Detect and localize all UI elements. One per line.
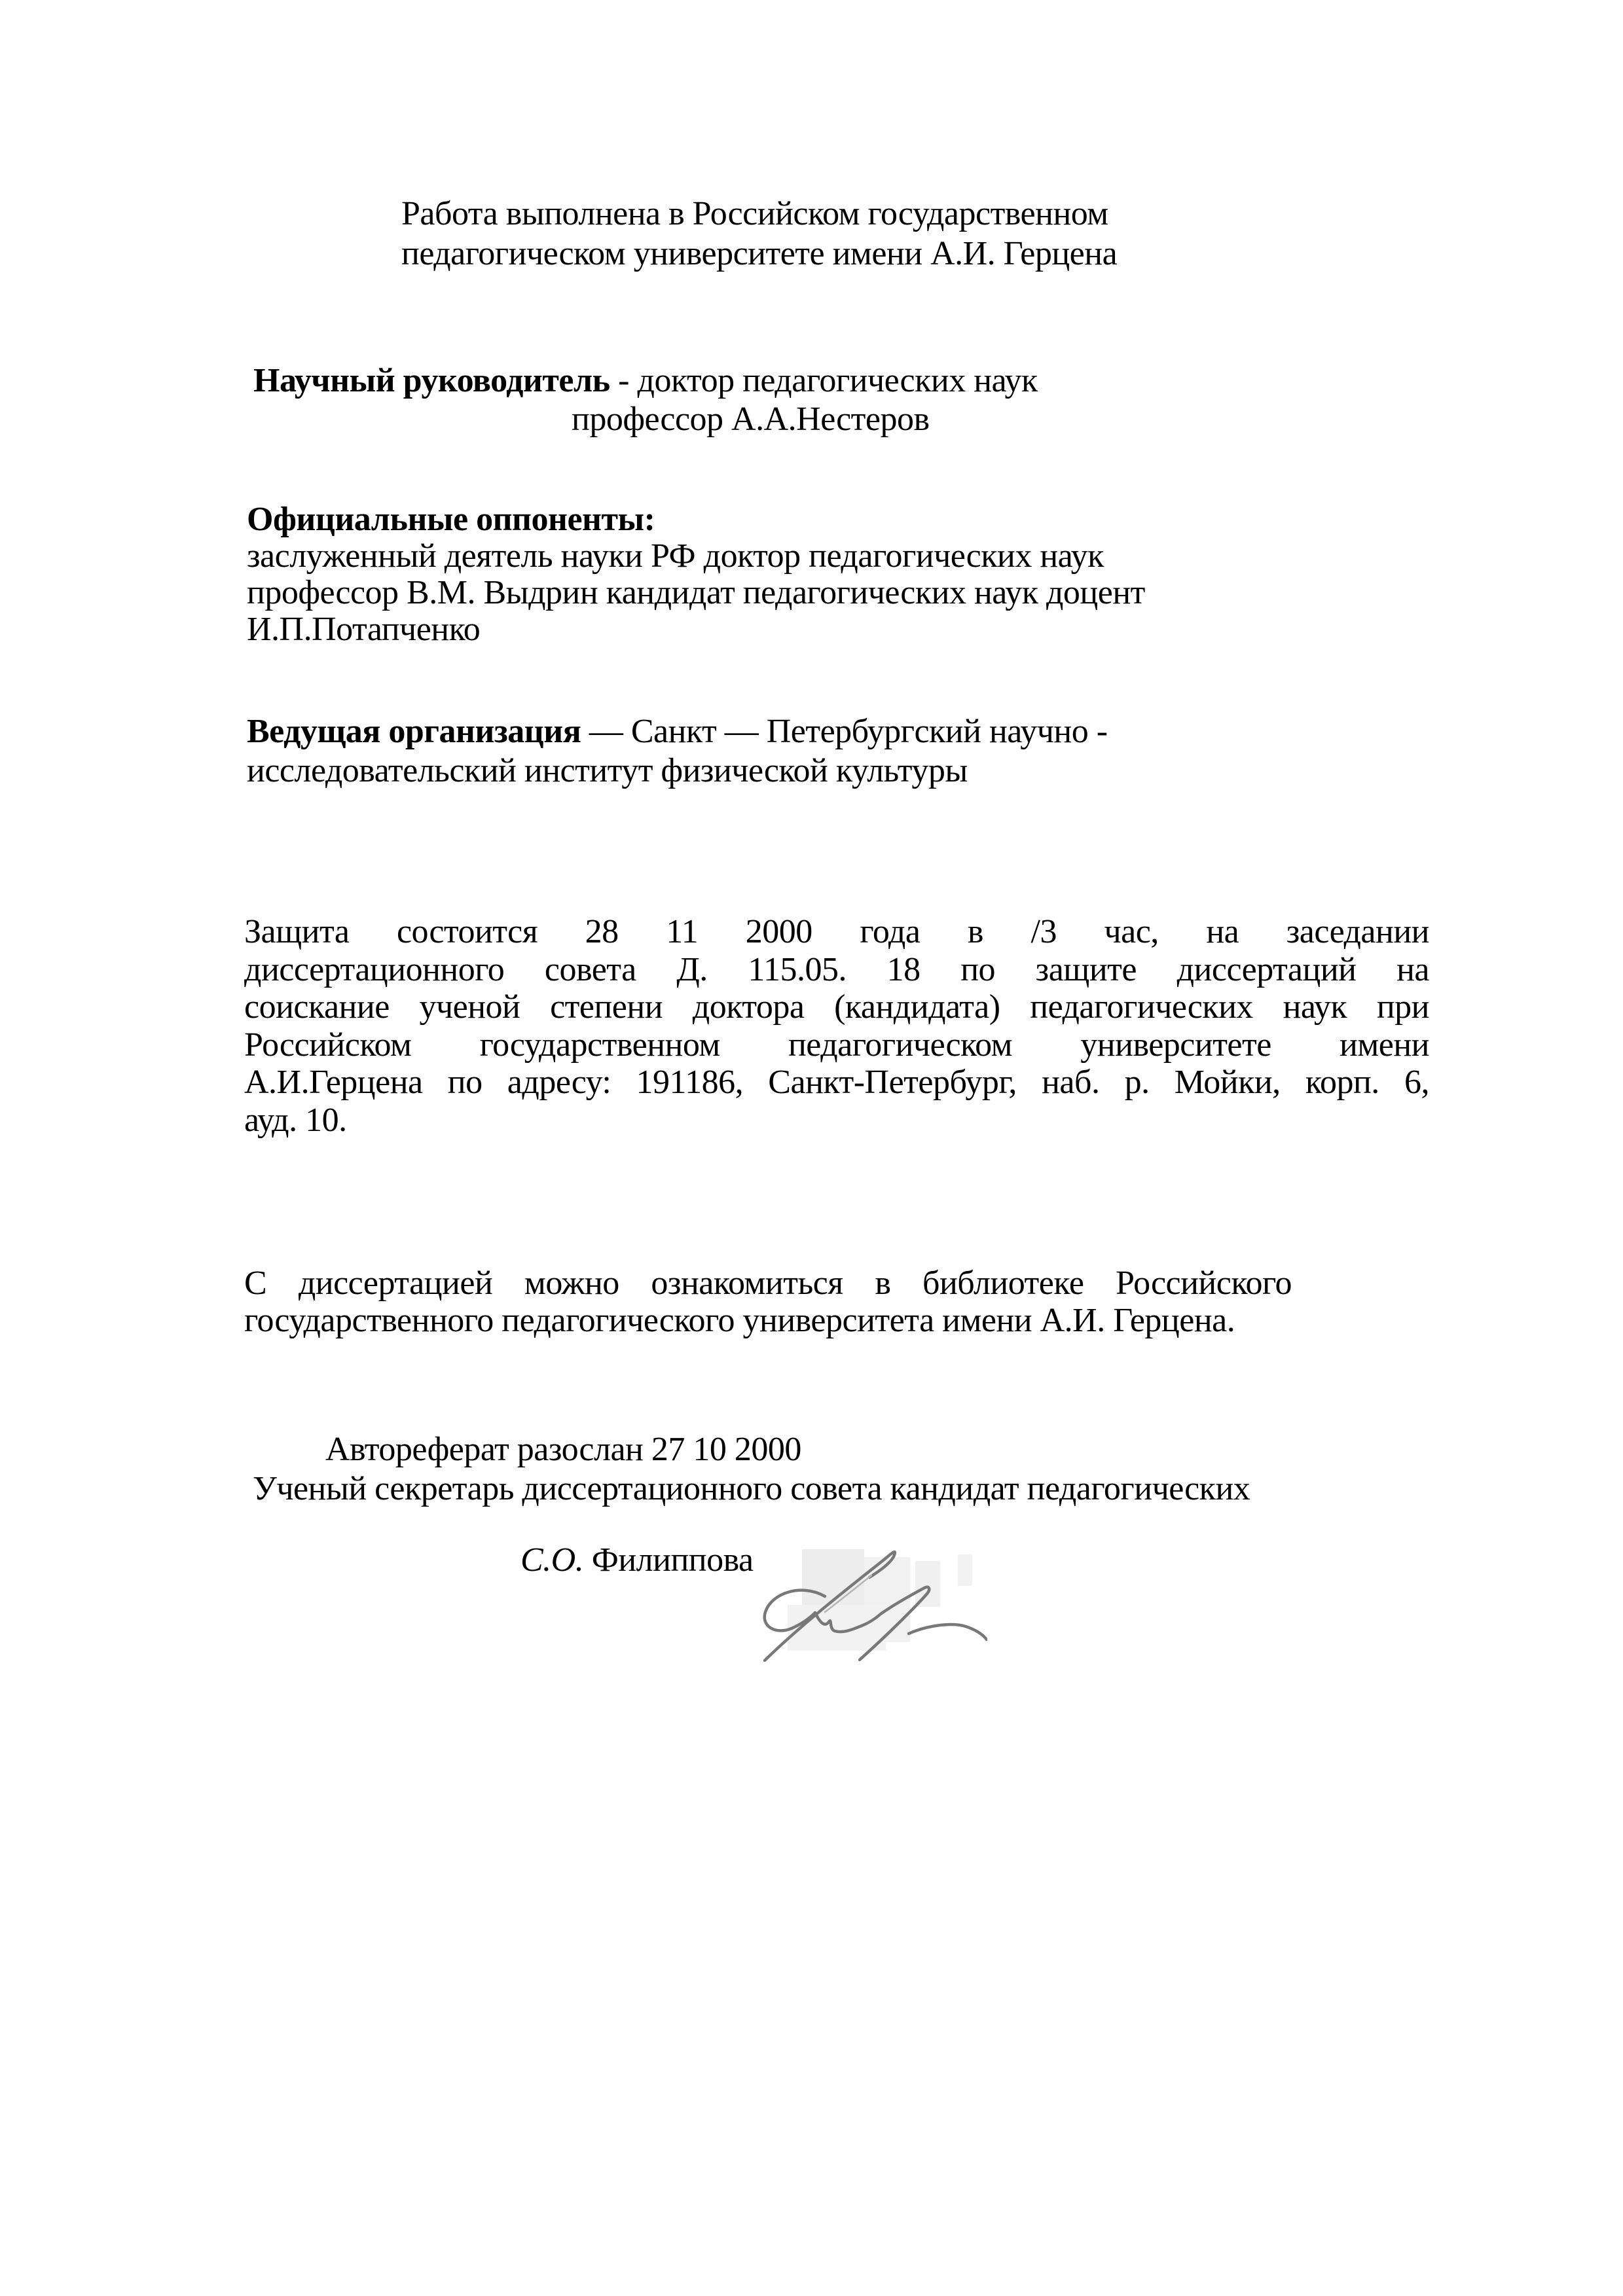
supervisor-label: Научный руководитель xyxy=(253,362,610,399)
supervisor-section xyxy=(253,361,1038,439)
secretary-initials: С.О. xyxy=(520,1541,584,1579)
secretary-name xyxy=(520,1541,754,1579)
supervisor-name: профессор А.А.Нестеров xyxy=(572,401,930,438)
defense-line-4: Российском государственном педагогическом университете имени xyxy=(244,1026,1429,1064)
library-line-2: государственного педагогического университета имени А.И. Герцена. xyxy=(244,1302,1235,1339)
opponents-line-3: И.П.Потапченко xyxy=(247,611,481,648)
library-line-1: С диссертацией можно ознакомиться в библиотеке Российского xyxy=(244,1265,1292,1302)
opponents-section xyxy=(247,501,1145,648)
leading-org-name: — Санкт — Петербургский научно - xyxy=(581,713,1108,750)
defense-line-1: Защита состоится 28 11 2000 года в /3 час, на заседании xyxy=(244,913,1429,950)
heading-line-1: Работа выполнена в Российском государственном xyxy=(401,195,1108,232)
signature-image xyxy=(761,1549,987,1662)
leading-org-line-2: исследовательский институт физической культуры xyxy=(247,752,968,789)
handwritten-signature xyxy=(761,1549,987,1662)
defense-line-3: соискание ученой степени доктора (кандидата) педагогических наук при xyxy=(244,988,1429,1026)
defense-paragraph xyxy=(244,913,1429,1139)
secretary-surname: Филиппова xyxy=(583,1541,754,1579)
defense-line-6: ауд. 10. xyxy=(244,1101,347,1139)
scientific-secretary-line: Ученый секретарь диссертационного совета кандидат педагогических xyxy=(253,1470,1250,1507)
autoreferat-sent-line: Автореферат разослан 27 10 2000 xyxy=(325,1431,801,1468)
work-performed-heading xyxy=(401,194,1117,274)
heading-line-2: педагогическом университете имени А.И. Герцена xyxy=(401,235,1118,272)
leading-org-line-1 xyxy=(247,712,1108,751)
defense-line-5: А.И.Герцена по адресу: 191186, Санкт-Петербург, наб. р. Мойки, корп. 6, xyxy=(244,1064,1429,1101)
opponents-line-1: заслуженный деятель науки РФ доктор педагогических наук xyxy=(247,537,1104,575)
library-paragraph xyxy=(244,1265,1292,1339)
supervisor-line-1 xyxy=(253,361,1038,400)
opponents-line-2: профессор В.М. Выдрин кандидат педагогических наук доцент xyxy=(247,574,1145,611)
opponents-label: Официальные оппоненты: xyxy=(247,501,655,538)
defense-line-2: диссертационного совета Д. 115.05. 18 по защите диссертаций на xyxy=(244,950,1429,988)
supervisor-degree: - доктор педагогических наук xyxy=(610,362,1038,399)
signature-right-flourish xyxy=(909,1624,987,1640)
distribution-section xyxy=(244,1430,1250,1509)
leading-org-label: Ведущая организация xyxy=(247,713,581,750)
leading-organization-section xyxy=(247,712,1108,791)
